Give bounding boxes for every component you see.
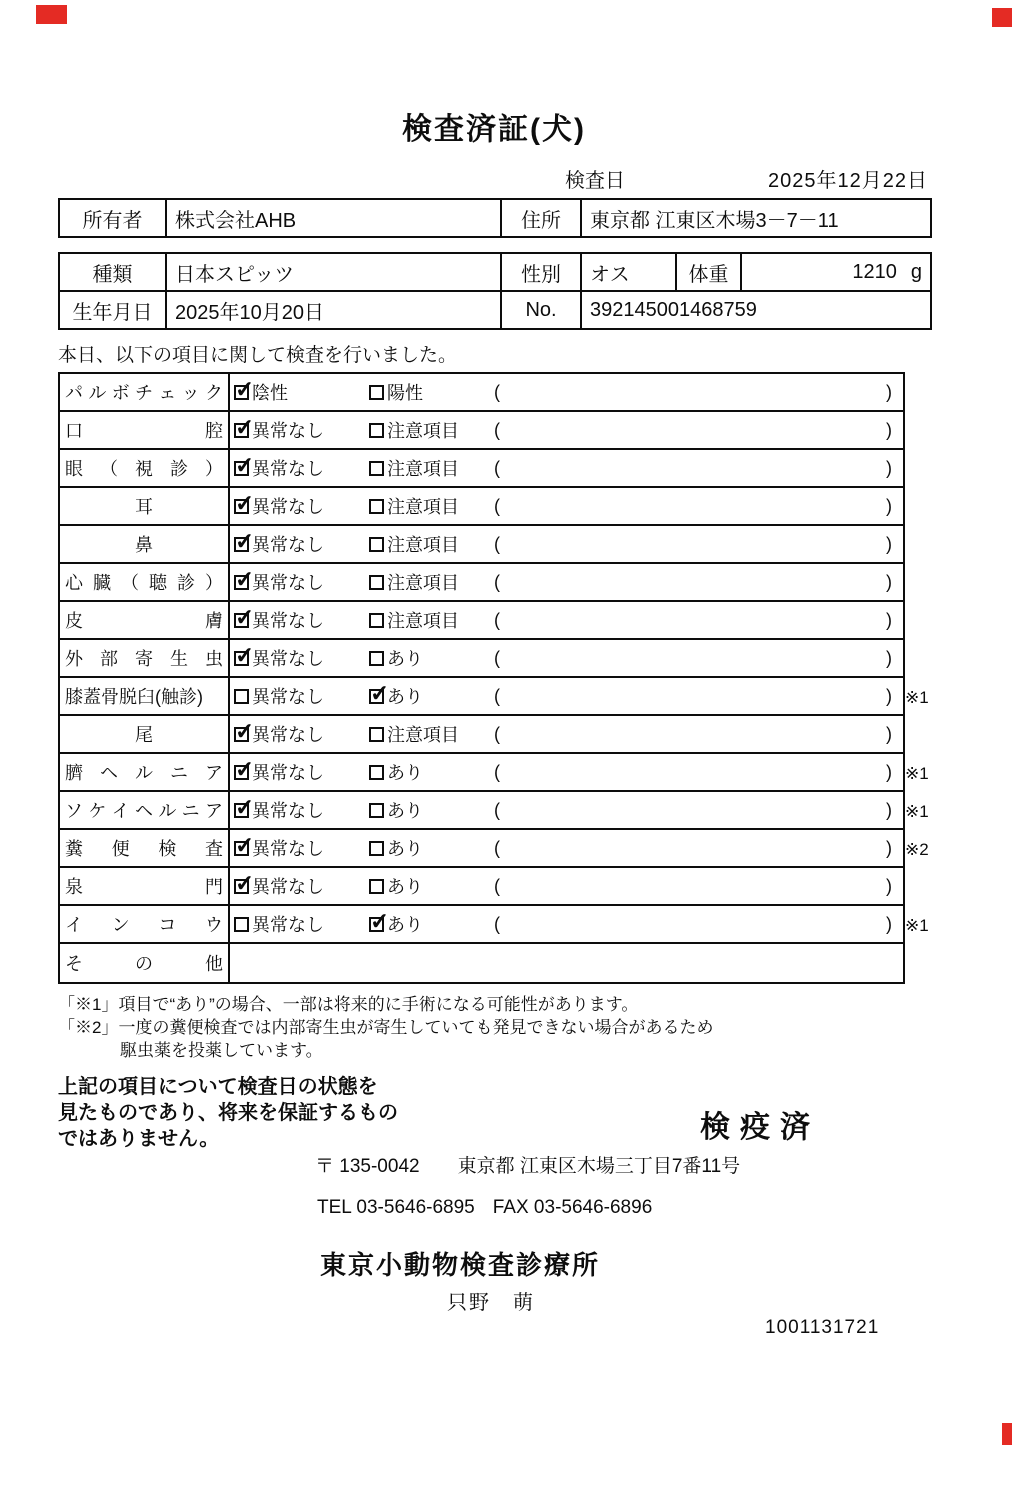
option-1 bbox=[234, 683, 369, 709]
option-1 bbox=[234, 451, 369, 481]
breed-label: 種類 bbox=[59, 253, 166, 291]
paren-open: ( bbox=[494, 837, 500, 858]
quarantine-stamp: 検疫済 bbox=[700, 1111, 820, 1144]
checkbox bbox=[234, 755, 255, 782]
checkbox bbox=[369, 803, 384, 818]
option-2 bbox=[369, 645, 494, 671]
check-mark-icon: ✓ bbox=[235, 755, 255, 782]
option-1 bbox=[234, 603, 369, 633]
checkbox bbox=[234, 717, 255, 744]
paren-close: ) bbox=[886, 609, 892, 630]
inspection-row bbox=[60, 564, 903, 602]
paren-close: ) bbox=[886, 723, 892, 744]
option-1-label: 異常なし bbox=[252, 459, 324, 479]
option-1-label: 異常なし bbox=[252, 877, 324, 897]
paren-close: ) bbox=[886, 419, 892, 440]
animal-row-2 bbox=[59, 291, 931, 329]
checkbox bbox=[234, 831, 255, 858]
inspection-row bbox=[60, 374, 903, 412]
inspection-row bbox=[60, 868, 903, 906]
paren-close: ) bbox=[886, 799, 892, 820]
option-2-label: 注意項目 bbox=[387, 573, 459, 593]
inspection-row bbox=[60, 602, 903, 640]
option-2-label: あり bbox=[387, 649, 423, 669]
clinic-address-line bbox=[315, 1151, 740, 1178]
row-content bbox=[230, 488, 903, 524]
checkbox bbox=[234, 793, 255, 820]
disclaimer bbox=[58, 1074, 478, 1152]
option-1 bbox=[234, 375, 369, 405]
option-2-label: あり bbox=[387, 915, 423, 935]
inspection-table bbox=[58, 372, 929, 984]
option-2 bbox=[369, 679, 494, 709]
checkbox bbox=[234, 565, 255, 592]
option-2 bbox=[369, 721, 494, 747]
document-title: 検査済証(犬) bbox=[402, 113, 586, 146]
no-value: 392145001468759 bbox=[581, 291, 931, 329]
clinic-phone-line bbox=[317, 1197, 652, 1219]
disclaimer-line-3: ではありません。 bbox=[58, 1128, 220, 1150]
option-2 bbox=[369, 569, 494, 595]
paren-open: ( bbox=[494, 533, 500, 554]
row-label: 耳 bbox=[60, 488, 230, 524]
check-mark-icon: ✓ bbox=[235, 717, 255, 744]
checkbox bbox=[234, 641, 255, 668]
check-mark-icon: ✓ bbox=[235, 793, 255, 820]
check-mark-icon: ✓ bbox=[235, 375, 255, 402]
option-2 bbox=[369, 531, 494, 557]
animal-row-1 bbox=[59, 253, 931, 291]
check-mark-icon: ✓ bbox=[235, 603, 255, 630]
checkbox bbox=[369, 907, 390, 934]
option-1-label: 異常なし bbox=[252, 497, 324, 517]
row-label: 糞 便 検 査 bbox=[60, 830, 230, 866]
check-mark-icon: ✓ bbox=[370, 907, 390, 934]
inspection-row bbox=[60, 450, 903, 488]
row-content bbox=[230, 602, 903, 638]
footnote-2-line-1: 「※2」一度の糞便検査では内部寄生虫が寄生していても発見できない場合があるため bbox=[58, 1018, 714, 1037]
paren-open: ( bbox=[494, 457, 500, 478]
row-note: ※1 bbox=[905, 764, 929, 783]
clinic-fax: FAX 03-5646-6896 bbox=[492, 1197, 653, 1218]
checkbox bbox=[234, 413, 255, 440]
option-2-label: 陽性 bbox=[387, 383, 423, 403]
option-1-label: 陰性 bbox=[252, 383, 288, 403]
row-label: そ の 他 bbox=[60, 944, 230, 982]
check-mark-icon: ✓ bbox=[235, 413, 255, 440]
option-1-label: 異常なし bbox=[252, 535, 324, 555]
inspection-row bbox=[60, 412, 903, 450]
row-content bbox=[230, 564, 903, 600]
option-2 bbox=[369, 797, 494, 823]
row-label: 尾 bbox=[60, 716, 230, 752]
option-2 bbox=[369, 607, 494, 633]
row-content bbox=[230, 526, 903, 562]
paren-close: ) bbox=[886, 837, 892, 858]
option-1-label: 異常なし bbox=[252, 763, 324, 783]
row-content bbox=[230, 374, 903, 410]
option-1-label: 異常なし bbox=[252, 801, 324, 821]
inspection-date-row bbox=[58, 164, 930, 192]
checkbox bbox=[234, 451, 255, 478]
disclaimer-line-2: 見たものであり、将来を保証するもの bbox=[58, 1102, 398, 1124]
checkbox bbox=[369, 879, 384, 894]
check-mark-icon: ✓ bbox=[235, 869, 255, 896]
inspection-date-label: 検査日 bbox=[565, 170, 625, 192]
option-1 bbox=[234, 869, 369, 899]
check-mark-icon: ✓ bbox=[235, 641, 255, 668]
checkbox bbox=[369, 841, 384, 856]
owner-table bbox=[58, 198, 932, 238]
inspection-row bbox=[60, 716, 903, 754]
footnotes bbox=[58, 993, 930, 1062]
option-2 bbox=[369, 379, 494, 405]
row-label: 皮 膚 bbox=[60, 602, 230, 638]
checkbox bbox=[234, 603, 255, 630]
check-mark-icon: ✓ bbox=[235, 451, 255, 478]
footnote-1: 「※1」項目で“あり”の場合、一部は将来的に手術になる可能性があります。 bbox=[58, 995, 639, 1014]
sex-value: オス bbox=[581, 253, 676, 291]
option-2 bbox=[369, 907, 494, 937]
row-label: 口 腔 bbox=[60, 412, 230, 448]
check-mark-icon: ✓ bbox=[235, 527, 255, 554]
row-content bbox=[230, 412, 903, 448]
paren-close: ) bbox=[886, 495, 892, 516]
clinic-tel: TEL 03-5646-6895 bbox=[317, 1197, 475, 1218]
option-2-label: 注意項目 bbox=[387, 725, 459, 745]
option-1 bbox=[234, 793, 369, 823]
option-2-label: あり bbox=[387, 839, 423, 859]
paren-open: ( bbox=[494, 571, 500, 592]
check-mark-icon: ✓ bbox=[235, 831, 255, 858]
checkbox bbox=[369, 575, 384, 590]
address-label: 住所 bbox=[501, 199, 581, 237]
birthdate-label: 生年月日 bbox=[59, 291, 166, 329]
option-2-label: あり bbox=[387, 801, 423, 821]
option-1 bbox=[234, 717, 369, 747]
weight-value: 1210 bbox=[852, 260, 897, 283]
row-content bbox=[230, 792, 903, 828]
row-content bbox=[230, 944, 903, 982]
scan-artifact-top-right bbox=[992, 8, 1012, 27]
document-content bbox=[58, 0, 930, 1152]
checkbox bbox=[234, 489, 255, 516]
option-2-label: 注意項目 bbox=[387, 611, 459, 631]
inspection-row bbox=[60, 906, 929, 944]
row-label: 眼 （ 視 診 ） bbox=[60, 450, 230, 486]
paren-open: ( bbox=[494, 647, 500, 668]
paren-open: ( bbox=[494, 761, 500, 782]
paren-close: ) bbox=[886, 571, 892, 592]
option-1-label: 異常なし bbox=[252, 573, 324, 593]
row-content bbox=[230, 640, 903, 676]
row-label: ソ ケ イ ヘ ル ニ ア bbox=[60, 792, 230, 828]
inspection-row bbox=[60, 488, 903, 526]
checkbox bbox=[369, 461, 384, 476]
row-content bbox=[230, 754, 903, 790]
checkbox bbox=[369, 537, 384, 552]
row-content bbox=[230, 450, 903, 486]
row-label: 鼻 bbox=[60, 526, 230, 562]
option-1 bbox=[234, 489, 369, 519]
option-1 bbox=[234, 565, 369, 595]
option-1-label: 異常なし bbox=[252, 725, 324, 745]
paren-open: ( bbox=[494, 875, 500, 896]
row-note: ※1 bbox=[905, 802, 929, 821]
checkbox bbox=[369, 679, 390, 706]
check-mark-icon: ✓ bbox=[370, 679, 390, 706]
owner-value: 株式会社AHB bbox=[166, 199, 501, 237]
option-1-label: 異常なし bbox=[252, 611, 324, 631]
row-content bbox=[230, 678, 903, 714]
owner-row bbox=[59, 199, 931, 237]
row-note: ※2 bbox=[905, 840, 929, 859]
option-1-label: 異常なし bbox=[252, 649, 324, 669]
checkbox bbox=[369, 651, 384, 666]
inspection-row bbox=[60, 526, 903, 564]
checkbox bbox=[234, 917, 249, 932]
inspection-date-value: 2025年12月22日 bbox=[768, 170, 928, 192]
row-label: 膝蓋骨脱臼(触診) bbox=[60, 678, 230, 714]
paren-open: ( bbox=[494, 381, 500, 402]
checkbox bbox=[369, 727, 384, 742]
inspection-row bbox=[60, 754, 929, 792]
checkbox bbox=[369, 765, 384, 780]
no-label: No. bbox=[501, 291, 581, 329]
paren-close: ) bbox=[886, 533, 892, 554]
paren-open: ( bbox=[494, 495, 500, 516]
checkbox bbox=[369, 499, 384, 514]
option-2-label: あり bbox=[387, 687, 423, 707]
option-2 bbox=[369, 835, 494, 861]
examiner-name: 只野 萌 bbox=[447, 1292, 535, 1314]
option-2 bbox=[369, 417, 494, 443]
option-2-label: 注意項目 bbox=[387, 421, 459, 441]
paren-close: ) bbox=[886, 647, 892, 668]
weight-cell bbox=[741, 253, 931, 291]
row-content bbox=[230, 830, 903, 866]
address-value: 東京都 江東区木場3－7－11 bbox=[581, 199, 931, 237]
row-content bbox=[230, 906, 903, 942]
row-content bbox=[230, 868, 903, 904]
paren-close: ) bbox=[886, 875, 892, 896]
serial-number: 1001131721 bbox=[765, 1317, 880, 1338]
option-2-label: あり bbox=[387, 763, 423, 783]
option-1-label: 異常なし bbox=[252, 421, 324, 441]
option-1 bbox=[234, 911, 369, 937]
checkbox bbox=[234, 527, 255, 554]
weight-unit: g bbox=[910, 260, 922, 283]
inspection-row bbox=[60, 678, 929, 716]
inspection-row bbox=[60, 830, 929, 868]
option-2-label: 注意項目 bbox=[387, 459, 459, 479]
clinic-name: 東京小動物検査診療所 bbox=[320, 1250, 601, 1280]
postal-code: 〒 135-0042 bbox=[315, 1156, 420, 1177]
footnote-2-line-2: 駆虫薬を投薬しています。 bbox=[120, 1041, 323, 1060]
paren-close: ) bbox=[886, 685, 892, 706]
paren-open: ( bbox=[494, 913, 500, 934]
row-note: ※1 bbox=[905, 916, 929, 935]
inspection-row bbox=[60, 640, 903, 678]
paren-close: ) bbox=[886, 457, 892, 478]
birthdate-value: 2025年10月20日 bbox=[166, 291, 501, 329]
option-1-label: 異常なし bbox=[252, 839, 324, 859]
row-label: 臍 ヘ ル ニ ア bbox=[60, 754, 230, 790]
disclaimer-line-1: 上記の項目について検査日の状態を bbox=[58, 1076, 378, 1098]
option-1 bbox=[234, 527, 369, 557]
checkbox bbox=[234, 689, 249, 704]
inspection-row bbox=[60, 944, 903, 982]
option-2-label: あり bbox=[387, 877, 423, 897]
scan-artifact-bottom-right bbox=[1002, 1423, 1012, 1445]
row-label: 外 部 寄 生 虫 bbox=[60, 640, 230, 676]
option-2-label: 注意項目 bbox=[387, 535, 459, 555]
paren-open: ( bbox=[494, 723, 500, 744]
option-1 bbox=[234, 413, 369, 443]
checkbox bbox=[234, 375, 255, 402]
owner-label: 所有者 bbox=[59, 199, 166, 237]
paren-open: ( bbox=[494, 609, 500, 630]
option-1-label: 異常なし bbox=[252, 915, 324, 935]
option-1 bbox=[234, 831, 369, 861]
paren-close: ) bbox=[886, 381, 892, 402]
paren-open: ( bbox=[494, 799, 500, 820]
clinic-address: 東京都 江東区木場三丁目7番11号 bbox=[457, 1156, 741, 1177]
check-mark-icon: ✓ bbox=[235, 489, 255, 516]
checkbox bbox=[369, 613, 384, 628]
option-2 bbox=[369, 455, 494, 481]
intro-text: 本日、以下の項目に関して検査を行いました。 bbox=[58, 345, 458, 366]
paren-close: ) bbox=[886, 913, 892, 934]
breed-value: 日本スピッツ bbox=[166, 253, 501, 291]
check-mark-icon: ✓ bbox=[235, 565, 255, 592]
option-1 bbox=[234, 641, 369, 671]
weight-label: 体重 bbox=[676, 253, 741, 291]
paren-close: ) bbox=[886, 761, 892, 782]
row-note: ※1 bbox=[905, 688, 929, 707]
option-2 bbox=[369, 759, 494, 785]
row-label: パ ル ボ チ ェ ッ ク bbox=[60, 374, 230, 410]
option-1 bbox=[234, 755, 369, 785]
option-2 bbox=[369, 493, 494, 519]
option-1-label: 異常なし bbox=[252, 687, 324, 707]
checkbox bbox=[369, 423, 384, 438]
option-2-label: 注意項目 bbox=[387, 497, 459, 517]
row-label: 心 臓 （ 聴 診 ） bbox=[60, 564, 230, 600]
row-content bbox=[230, 716, 903, 752]
sex-label: 性別 bbox=[501, 253, 581, 291]
paren-open: ( bbox=[494, 685, 500, 706]
paren-open: ( bbox=[494, 419, 500, 440]
inspection-row bbox=[60, 792, 929, 830]
row-label: 泉 門 bbox=[60, 868, 230, 904]
animal-table bbox=[58, 252, 932, 330]
option-2 bbox=[369, 873, 494, 899]
row-label: イ ン コ ウ bbox=[60, 906, 230, 942]
checkbox bbox=[369, 385, 384, 400]
checkbox bbox=[234, 869, 255, 896]
